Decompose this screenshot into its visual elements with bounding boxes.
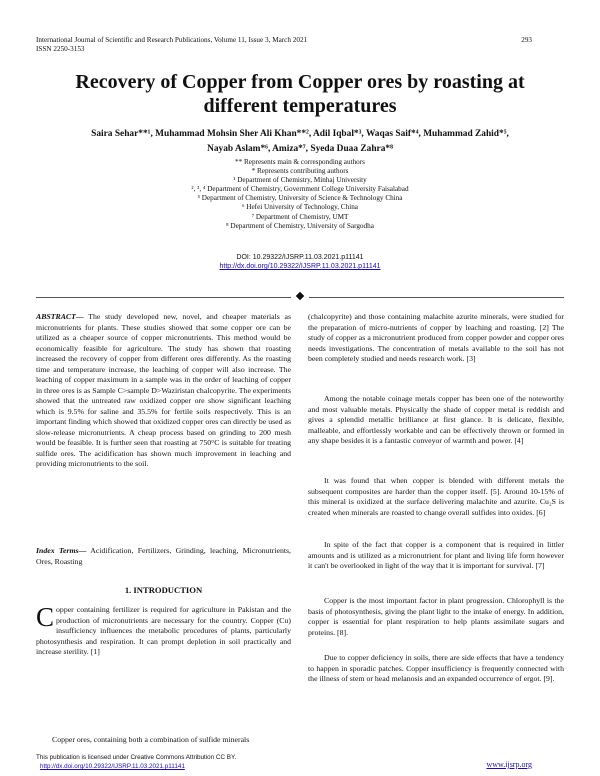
affiliations [40,158,560,231]
paper-title: Recovery of Copper from Copper ores by roasting at different temperatures [75,71,525,117]
author-line-1: Saira Sehar**¹, Muhammad Mohsin Sher Ali Khan**², Adil Iqbal*³, Waqas Saif*⁴, Muhammad Zahid*⁵, [91,129,509,139]
doi-block [40,253,560,271]
intro-paragraph-1 [36,602,291,658]
section-divider [36,293,564,303]
paragraph-text: (chalcopyrite) and those containing malachite azurite minerals, were studied for the preparation of micro-nutrients of copper by leaching and roasting. [2] The study of copper as a micronutrient produced from copper powder and copper ores needs investigations. The concentration of metals available to the soil has not been completely studied and needs research work. [3] [308,312,564,363]
author-line-2: Nayab Aslam*⁶, Amiza*⁷, Syeda Duaa Zahra*⁸ [207,144,393,154]
intro-text: Copper ores, containing both a combination of sulfide minerals [52,735,250,744]
intro-paragraph-2 [36,735,291,746]
index-terms [36,546,291,567]
doi-link[interactable]: http://dx.doi.org/10.29322/IJSRP.11.03.2021.p11141 [219,263,381,270]
journal-website-link[interactable]: www.ijsrp.org [486,760,532,769]
page-footer [36,753,236,771]
body-paragraph [308,596,564,638]
license-note: This publication is licensed under Creative Commons Attribution CC BY. [36,754,237,761]
affiliation-line: ** Represents main & corresponding authors [235,158,365,166]
affiliation-line: ⁶ Hefei University of Technology, China [242,203,358,212]
body-paragraph [308,394,564,447]
affiliation-line: ², ³, ⁴ Department of Chemistry, Government College University Faisalabad [191,185,409,194]
intro-text: opper containing fertilizer is required for agriculture in Pakistan and the production of micronutrients are necessary for the country. Copper (Cu) insufficiency influences the metabolic procedures of plants, particularly photosynthesis and respiration. It can prompt depletion in soil practically and increase sterility. [1] [36,605,291,656]
author-list [40,127,560,157]
drop-cap: C [36,602,55,632]
abstract-text: The study developed new, novel, and cheaper materials as micronutrients for plants. These studies showed that some copper ore can be utilized as a cheaper source of copper micronutrients. This method would be economically feasible for agriculture. The study has shown that roasting increased the recovery of copper from different ores differently. As the roasting time and temperature increase, the leaching of copper will also increase. The leaching of copper maximum in a sample was in the order of leaching of copper in three ores is as Sample C>sample D>Waziristan chalcopyrite. The experiments showed that the untreated raw oxidized copper ore show significant leaching which is 9.5% for saline and 35.5% for fertile soils respectively. This is an important finding which showed that oxidized copper ores can directly be used as slow-release micronutrients. A cheap process based on grinding to 200 mesh would be feasible. It is further seen that roasting at 750°C is suitable for treating sulfide ores. The acidification has shown much improvement in leaching and providing micronutrients to the soil. [36,312,291,468]
running-header [36,36,307,54]
affiliation-line: ¹ Department of Chemistry, Minhaj University [233,176,367,185]
abstract [36,312,291,470]
index-terms-label: Index Terms— [36,546,87,555]
paragraph-text: Among the notable coinage metals copper has been one of the noteworthy and most valuable metals. Physically the shade of copper metal is reddish and gives a splendid metallic brilliance at first glance. It is delicate, flexible, malleable, and effortlessly workable and can be effectively thrown or formed in any shape besides it is a fantastic conveyor of warmth and power. [4] [308,394,564,445]
affiliation-line: ⁵ Department of Chemistry, University of Science & Technology China [197,194,403,203]
affiliation-line: ⁷ Department of Chemistry, UMT [251,212,349,221]
body-paragraph [308,476,564,518]
journal-citation: International Journal of Scientific and Research Publications, Volume 11, Issue 3, March 2021 [36,36,308,44]
doi-text: DOI: 10.29322/IJSRP.11.03.2021.p11141 [236,254,364,261]
abstract-label: ABSTRACT— [36,312,84,321]
page-number: 293 [521,36,532,44]
affiliation-line: * Represents contributing authors [251,167,349,176]
index-terms-text: Acidification, Fertilizers, Grinding, leaching, Micronutrients, Ores, Roasting [36,546,292,566]
body-paragraph [308,312,564,365]
issn: ISSN 2250-3153 [36,45,85,53]
footer-doi-link[interactable]: http://dx.doi.org/10.29322/IJSRP.11.03.2021.p11141 [40,763,185,770]
paragraph-text: Due to copper deficiency in soils, there are side effects that have a tendency to happen in sporadic patches. Copper insufficiency is frequently connected with the illness of stem or head melanosis and an expanded occurrence of ergot. [9]. [308,653,564,683]
divider-diamond [296,292,304,300]
affiliation-line: ⁸ Department of Chemistry, University of Sargodha [226,221,374,230]
paragraph-text: It was found that when copper is blended with different metals the subsequent composites are harder than the copper itself. [5]. Around 10-15% of this mineral is oxidized at the surface delivering malachite and azurite. Cu₂S is created when minerals are roasted to change overall sulfides into oxides. [6] [308,476,564,517]
divider-line-right [309,297,564,298]
paragraph-text: In spite of the fact that copper is a component that is required in littler amounts and is utilized as a micronutrient for plant and living life form however it can't be overlooked in light of the way that it is important for survival. [7] [308,540,564,570]
divider-line-left [36,297,291,298]
paragraph-text: Copper is the most important factor in plant progression. Chlorophyll is the basis of photosynthesis, giving the plant light to the intake of energy. In addition, copper is essential for plant respiration to help plants assimilate sugars and proteins. [8]. [308,596,564,637]
body-paragraph [308,540,564,572]
body-paragraph [308,653,564,685]
section-heading-introduction: 1. INTRODUCTION [124,585,203,595]
